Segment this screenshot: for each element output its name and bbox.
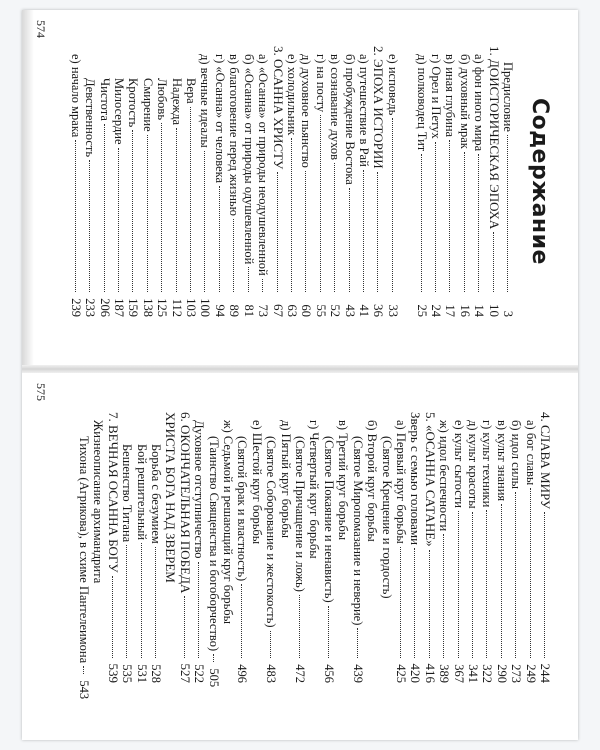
toc-entry bbox=[264, 412, 278, 683]
toc-leader-dots bbox=[421, 154, 422, 292]
toc-entry-label: Чистота bbox=[97, 78, 112, 121]
toc-entry bbox=[149, 412, 163, 683]
toc-entry bbox=[429, 46, 443, 317]
toc-entry-page: 416 bbox=[422, 663, 438, 683]
toc-entry-page: 81 bbox=[241, 304, 256, 317]
toc-entry bbox=[501, 46, 515, 317]
toc-entry-label: Жизнеописание архимандрита bbox=[91, 420, 106, 584]
toc-leader-dots bbox=[544, 512, 545, 658]
toc-entry-label: б) «Осанна» от природы одушевленной bbox=[241, 54, 256, 265]
toc-entry-page: 456 bbox=[321, 664, 336, 683]
toc-entry-page: 63 bbox=[284, 304, 299, 317]
toc-entry-label: в) культ знания bbox=[494, 420, 509, 502]
toc-entry bbox=[249, 412, 263, 683]
toc-entry-page: 24 bbox=[428, 304, 443, 317]
toc-entry-label: Зверь с семью головами bbox=[408, 412, 424, 546]
toc-entry-page: 528 bbox=[149, 664, 164, 683]
toc-entry-page: 67 bbox=[270, 304, 286, 317]
toc-entry bbox=[285, 46, 299, 317]
toc-leader-dots bbox=[363, 170, 364, 292]
toc-leader-dots bbox=[530, 488, 531, 658]
toc-entry-page: 41 bbox=[356, 304, 371, 317]
toc-entry-label: 7. ВЕЧНАЯ ОСАННА БОГУ bbox=[105, 412, 121, 573]
toc-entry-page: 52 bbox=[328, 304, 343, 317]
toc-leader-dots bbox=[248, 267, 249, 292]
toc-entry bbox=[91, 412, 105, 683]
toc-entry-label: а) путешествие в Рай bbox=[356, 54, 371, 167]
toc-entry-page: 112 bbox=[169, 298, 184, 317]
toc-entry-page: 239 bbox=[68, 298, 83, 317]
toc-entry bbox=[523, 412, 537, 683]
toc-entry-label: (Святое Миропомазание и неверие) bbox=[350, 436, 365, 626]
toc-leader-dots bbox=[429, 550, 430, 658]
toc-entry-label: (Святой брак и властность) bbox=[235, 436, 250, 582]
toc-entry-label: (Святое Покаяние и ненависть) bbox=[321, 436, 336, 603]
page-number-left: 574 bbox=[34, 20, 48, 38]
toc-leader-dots bbox=[184, 596, 185, 658]
toc-entry-page: 543 bbox=[77, 680, 91, 700]
toc-leader-dots bbox=[299, 595, 300, 658]
toc-entry-label: Девственность bbox=[83, 78, 98, 158]
toc-leader-dots bbox=[357, 628, 358, 658]
toc-entry-page: 273 bbox=[509, 664, 524, 683]
toc-entry-page: 33 bbox=[385, 304, 400, 317]
toc-leader-dots bbox=[392, 118, 393, 292]
toc-entry-page: 483 bbox=[264, 664, 279, 683]
toc-entry bbox=[278, 412, 292, 683]
toc-entry bbox=[385, 46, 399, 317]
toc-entry bbox=[77, 412, 91, 700]
toc-leader-dots bbox=[501, 504, 502, 658]
toc-leader-dots bbox=[449, 140, 450, 292]
toc-entry bbox=[443, 46, 457, 317]
toc-entry-label: Бешенство Титана bbox=[120, 444, 135, 543]
page-edge-shadow bbox=[22, 10, 34, 365]
toc-leader-dots bbox=[464, 152, 465, 292]
toc-entry-label: Любовь bbox=[155, 78, 170, 121]
toc-entry-page: 206 bbox=[97, 298, 112, 317]
toc-entry-label: е) начало мрака bbox=[68, 54, 83, 138]
toc-entry-label: ж) Седьмой и решающий круг борьбы bbox=[221, 420, 236, 625]
toc-list-left bbox=[68, 46, 515, 317]
toc-entry-label: Духовное отступничество bbox=[192, 420, 207, 559]
toc-entry-label: в) Третий круг борьбы bbox=[336, 420, 351, 541]
toc-entry-page: 36 bbox=[371, 304, 387, 317]
toc-entry bbox=[509, 412, 523, 683]
toc-entry-label: Смирение bbox=[140, 78, 155, 132]
toc-entry-page: 527 bbox=[177, 663, 193, 683]
right-page bbox=[42, 378, 566, 713]
toc-entry bbox=[307, 412, 321, 683]
toc-leader-dots bbox=[328, 606, 329, 658]
toc-entry bbox=[437, 412, 451, 683]
toc-entry bbox=[457, 46, 471, 317]
toc-leader-dots bbox=[515, 492, 516, 658]
toc-entry-label: д) вечные идеалы bbox=[198, 54, 213, 148]
toc-entry bbox=[422, 412, 436, 683]
toc-entry-page: 43 bbox=[342, 304, 357, 317]
toc-entry-page: 522 bbox=[192, 664, 207, 683]
toc-entry bbox=[350, 412, 364, 683]
toc-entry-label: е) Шестой круг борьбы bbox=[249, 420, 264, 545]
toc-entry-page: 367 bbox=[451, 664, 466, 683]
toc-entry bbox=[169, 46, 183, 317]
toc-list-right bbox=[77, 412, 553, 700]
page-number-right: 575 bbox=[34, 383, 48, 401]
toc-entry bbox=[235, 412, 249, 683]
toc-entry-page: 138 bbox=[140, 298, 155, 317]
toc-entry bbox=[365, 412, 379, 683]
toc-leader-dots bbox=[118, 148, 119, 292]
toc-entry-label: д) культ красоты bbox=[465, 420, 480, 509]
toc-leader-dots bbox=[478, 154, 479, 292]
toc-entry bbox=[68, 46, 82, 317]
toc-entry-page: 290 bbox=[494, 664, 509, 683]
toc-entry-page: 389 bbox=[437, 664, 452, 683]
toc-leader-dots bbox=[112, 576, 113, 658]
toc-entry-page: 55 bbox=[313, 304, 328, 317]
toc-entry-label: 4. СЛАВА МИРУ bbox=[538, 412, 553, 510]
toc-entry-label: г) «Осанна» от человека bbox=[212, 54, 227, 184]
toc-entry-label: Кротость bbox=[126, 78, 141, 128]
toc-leader-dots bbox=[204, 151, 205, 292]
toc-entry-page: 60 bbox=[299, 304, 314, 317]
book-spine bbox=[22, 365, 578, 373]
toc-entry-label: е) исповедь bbox=[385, 54, 400, 116]
toc-entry-page: 89 bbox=[227, 304, 242, 317]
toc-entry-page: 233 bbox=[83, 298, 98, 317]
toc-entry-label: (Святое Причащение и ложь) bbox=[293, 436, 308, 592]
toc-entry bbox=[126, 46, 140, 317]
toc-entry-page: 100 bbox=[198, 298, 213, 317]
toc-entry bbox=[538, 412, 552, 683]
toc-entry-page: 249 bbox=[523, 664, 538, 683]
toc-entry-page: 244 bbox=[538, 663, 553, 683]
toc-entry-page: 159 bbox=[126, 298, 141, 317]
toc-leader-dots bbox=[486, 510, 487, 658]
toc-entry bbox=[328, 46, 342, 317]
toc-entry-label: в) сознавание духов bbox=[328, 54, 343, 161]
toc-entry bbox=[212, 46, 226, 317]
toc-leader-dots bbox=[213, 654, 214, 662]
toc-entry-label: а) Первый круг борьбы bbox=[393, 420, 408, 544]
toc-entry bbox=[293, 412, 307, 683]
toc-entry-label: (Таинство Священства и богоборчество) bbox=[206, 436, 221, 652]
toc-entry-label: г) культ техники bbox=[480, 420, 495, 508]
toc-leader-dots bbox=[507, 135, 508, 292]
toc-leader-dots bbox=[458, 511, 459, 658]
toc-entry-label: 5. «ОСАННА САТАНЕ» bbox=[422, 412, 438, 547]
toc-entry-label: Бой решительный bbox=[134, 444, 149, 541]
toc-entry-page: 187 bbox=[112, 298, 127, 317]
toc-entry-page: 103 bbox=[184, 298, 199, 317]
toc-entry-label: в) иная глубина bbox=[443, 54, 458, 138]
toc-leader-dots bbox=[320, 115, 321, 292]
toc-entry bbox=[451, 412, 465, 683]
toc-leader-dots bbox=[270, 631, 271, 658]
toc-entry-label: е) холодильник bbox=[284, 54, 299, 136]
toc-leader-dots bbox=[414, 548, 415, 658]
toc-leader-dots bbox=[176, 128, 177, 292]
toc-leader-dots bbox=[147, 135, 148, 292]
toc-entry bbox=[221, 412, 235, 683]
toc-entry bbox=[184, 46, 198, 317]
toc-leader-dots bbox=[83, 666, 84, 674]
toc-entry bbox=[105, 412, 119, 683]
toc-entry bbox=[400, 46, 414, 317]
toc-entry-label: б) духовный мрак bbox=[457, 54, 472, 149]
toc-entry bbox=[313, 46, 327, 317]
toc-entry-label: (Святое Крещение и гордость) bbox=[379, 436, 394, 599]
toc-leader-dots bbox=[291, 138, 292, 292]
left-page bbox=[42, 12, 566, 347]
toc-entry bbox=[494, 412, 508, 683]
toc-entry bbox=[357, 46, 371, 317]
toc-entry-label: д) духовное пьянство bbox=[299, 54, 314, 168]
toc-entry bbox=[472, 46, 486, 317]
toc-entry bbox=[134, 412, 148, 683]
toc-entry-page: 420 bbox=[408, 663, 424, 683]
toc-entry-label: Вера bbox=[184, 78, 199, 104]
toc-entry bbox=[394, 412, 408, 683]
toc-entry-label: г) на посту bbox=[313, 54, 328, 113]
toc-leader-dots bbox=[400, 547, 401, 658]
toc-entry bbox=[336, 412, 350, 683]
toc-entry-label: а) «Осанна» от природы неодушевленной bbox=[256, 54, 271, 276]
toc-entry-page: 425 bbox=[393, 664, 408, 683]
toc-entry bbox=[241, 46, 255, 317]
toc-leader-dots bbox=[349, 188, 350, 292]
toc-entry-label: в) благоговение перед жизнью bbox=[227, 54, 242, 216]
toc-entry-label: а) фон иного мира bbox=[472, 54, 487, 152]
toc-entry bbox=[408, 412, 422, 683]
toc-leader-dots bbox=[104, 124, 105, 292]
toc-title: Содержание bbox=[527, 98, 552, 265]
toc-entry bbox=[140, 46, 154, 317]
toc-entry-label: е) культ сытости bbox=[451, 420, 466, 508]
toc-leader-dots bbox=[233, 219, 234, 292]
toc-entry-page: 16 bbox=[457, 304, 472, 317]
toc-entry bbox=[155, 46, 169, 317]
toc-entry-label: Борьба с безумием bbox=[149, 444, 164, 544]
toc-entry-label: б) Второй круг борьбы bbox=[365, 420, 380, 542]
toc-entry bbox=[206, 412, 221, 688]
toc-entry-label: ХРИСТА БОГА НАД ЗВЕРЕМ bbox=[163, 412, 179, 583]
toc-entry-page: 535 bbox=[120, 664, 135, 683]
toc-entry bbox=[466, 412, 480, 683]
toc-entry bbox=[97, 46, 111, 317]
toc-leader-dots bbox=[126, 545, 127, 658]
toc-entry bbox=[256, 46, 270, 317]
toc-entry-page: 73 bbox=[256, 304, 271, 317]
toc-entry-page: 3 bbox=[501, 310, 515, 317]
toc-leader-dots bbox=[219, 186, 220, 292]
toc-entry-label: г) Четвертый круг борьбы bbox=[307, 420, 322, 559]
toc-leader-dots bbox=[435, 142, 436, 292]
toc-entry-label: 3. ОСАННА ХРИСТУ bbox=[270, 46, 286, 170]
toc-entry-page: 10 bbox=[486, 304, 502, 317]
toc-entry-label: д) полководец Тит bbox=[414, 54, 429, 152]
toc-entry-page: 505 bbox=[206, 668, 221, 688]
toc-entry bbox=[270, 46, 284, 317]
toc-entry-page: 496 bbox=[235, 664, 250, 683]
toc-entry-label: ж) идол беспечности bbox=[437, 420, 452, 532]
toc-leader-dots bbox=[334, 163, 335, 292]
toc-leader-dots bbox=[305, 171, 306, 292]
toc-leader-dots bbox=[155, 547, 156, 658]
toc-entry-page: 439 bbox=[350, 664, 365, 683]
toc-entry-page: 17 bbox=[443, 304, 458, 317]
toc-entry bbox=[120, 412, 134, 683]
toc-entry bbox=[112, 46, 126, 317]
toc-leader-dots bbox=[241, 584, 242, 658]
toc-entry bbox=[227, 46, 241, 317]
toc-leader-dots bbox=[190, 107, 191, 292]
toc-leader-dots bbox=[141, 543, 142, 658]
toc-entry-label: (Святое Соборование и жестокость) bbox=[264, 436, 279, 628]
toc-entry-label: а) бог славы bbox=[523, 420, 538, 486]
toc-leader-dots bbox=[472, 512, 473, 658]
toc-leader-dots bbox=[132, 130, 133, 292]
toc-entry-page: 94 bbox=[212, 304, 227, 317]
toc-entry-label: 6. ОКОНЧАТЕЛЬНАЯ ПОБЕДА bbox=[177, 412, 193, 594]
toc-entry-page: 472 bbox=[293, 664, 308, 683]
toc-entry-label: Предисловие bbox=[501, 62, 515, 132]
toc-leader-dots bbox=[443, 534, 444, 658]
toc-leader-dots bbox=[493, 232, 494, 292]
toc-entry bbox=[83, 46, 97, 317]
toc-entry-label: б) пробуждение Востока bbox=[342, 54, 357, 185]
toc-entry bbox=[414, 46, 428, 317]
toc-entry bbox=[371, 46, 385, 317]
toc-leader-dots bbox=[89, 160, 90, 292]
toc-leader-dots bbox=[75, 140, 76, 292]
toc-entry-label: 2. ЭПОХА ИСТОРИИ bbox=[371, 46, 387, 169]
toc-leader-dots bbox=[161, 123, 162, 292]
toc-entry-label: Милосердие bbox=[112, 78, 127, 145]
toc-entry bbox=[342, 46, 356, 317]
toc-entry-label: 1. ДОИСТОРИЧЕСКАЯ ЭПОХА bbox=[486, 46, 502, 230]
toc-entry-page: 25 bbox=[414, 304, 429, 317]
toc-leader-dots bbox=[262, 279, 263, 292]
toc-entry-page: 14 bbox=[472, 304, 487, 317]
toc-entry bbox=[198, 46, 212, 317]
toc-entry bbox=[299, 46, 313, 317]
toc-entry-page: 531 bbox=[134, 664, 149, 683]
toc-entry-label: Тихона (Агрикова), в схиме Пантелеимона bbox=[77, 436, 91, 664]
toc-entry bbox=[480, 412, 494, 683]
toc-entry-label: г) Орел и Петух bbox=[428, 54, 443, 139]
toc-entry bbox=[177, 412, 191, 683]
toc-entry bbox=[486, 46, 500, 317]
toc-leader-dots bbox=[377, 172, 378, 292]
toc-leader-dots bbox=[198, 562, 199, 658]
toc-entry-page: 341 bbox=[465, 664, 480, 683]
toc-entry-page: 539 bbox=[105, 663, 121, 683]
toc-entry-label: д) Пятый круг борьбы bbox=[278, 420, 293, 539]
toc-entry bbox=[192, 412, 206, 683]
toc-leader-dots bbox=[277, 172, 278, 292]
toc-entry-label: б) идол силы bbox=[509, 420, 524, 490]
toc-entry bbox=[163, 412, 177, 683]
toc-entry-page: 125 bbox=[155, 298, 170, 317]
toc-entry-label: Надежда bbox=[169, 78, 184, 126]
toc-entry-page: 322 bbox=[480, 664, 495, 683]
toc-entry bbox=[322, 412, 336, 683]
toc-entry bbox=[379, 412, 393, 683]
